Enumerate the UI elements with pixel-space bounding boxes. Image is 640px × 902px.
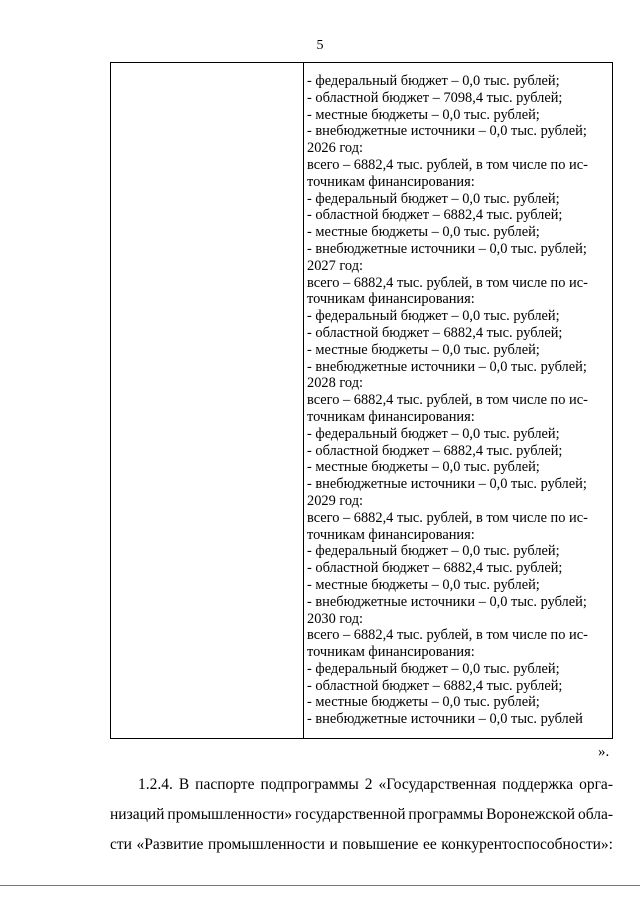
- paragraph-word: Воронежской: [486, 806, 576, 823]
- table-line: - областной бюджет – 6882,4 тыс. рублей;: [307, 677, 563, 694]
- closing-quote: ».: [598, 744, 610, 760]
- paragraph-word: повышение: [342, 836, 419, 853]
- table-line: - внебюджетные источники – 0,0 тыс. рублей;: [307, 358, 587, 375]
- table-line: всего – 6882,4 тыс. рублей, в том числе по ис-: [307, 156, 588, 173]
- table-line: всего – 6882,4 тыс. рублей, в том числе по ис-: [307, 627, 588, 644]
- paragraph-word: подпрограммы: [260, 776, 359, 793]
- table-line: 2027 год:: [307, 257, 364, 274]
- paragraph-word: конкурентоспособности»:: [441, 836, 613, 853]
- paragraph-line-3: [110, 830, 613, 860]
- table-line: - областной бюджет – 6882,4 тыс. рублей;: [307, 207, 563, 224]
- table-line: - внебюджетные источники – 0,0 тыс. рублей;: [307, 476, 587, 493]
- paragraph-word: низаций: [110, 806, 165, 823]
- table-line: 2028 год:: [307, 375, 364, 392]
- table-line: - федеральный бюджет – 0,0 тыс. рублей;: [307, 425, 560, 442]
- paragraph-word: «Государственная: [378, 776, 497, 793]
- paragraph-word: обла-: [577, 806, 613, 823]
- table-line: точникам финансирования:: [307, 173, 475, 190]
- table-line: всего – 6882,4 тыс. рублей, в том числе по ис-: [307, 509, 588, 526]
- paragraph-word: промышленности»: [167, 806, 293, 823]
- paragraph-word: и: [329, 836, 338, 853]
- table-right-cell: [304, 63, 612, 738]
- table-line: - областной бюджет – 6882,4 тыс. рублей;: [307, 442, 563, 459]
- paragraph-word: программы: [408, 806, 484, 823]
- table-line: точникам финансирования:: [307, 526, 475, 543]
- paragraph-word: государственной: [295, 806, 406, 823]
- paragraph-word: промышленности: [207, 836, 325, 853]
- paragraph-word: сти: [110, 836, 132, 853]
- page-number: 5: [316, 38, 324, 53]
- table-line: 2026 год:: [307, 140, 364, 157]
- table-line: - федеральный бюджет – 0,0 тыс. рублей;: [307, 308, 560, 325]
- table-line: - местные бюджеты – 0,0 тыс. рублей;: [307, 341, 540, 358]
- paragraph-word: 1.2.4.: [138, 776, 173, 793]
- table-line: - федеральный бюджет – 0,0 тыс. рублей;: [307, 543, 560, 560]
- table-line: - областной бюджет – 7098,4 тыс. рублей;: [307, 89, 563, 106]
- table-line: - местные бюджеты – 0,0 тыс. рублей;: [307, 106, 540, 123]
- table-line: точникам финансирования:: [307, 408, 475, 425]
- table-line: - внебюджетные источники – 0,0 тыс. рублей;: [307, 593, 587, 610]
- table-line: - областной бюджет – 6882,4 тыс. рублей;: [307, 560, 563, 577]
- table-line: - внебюджетные источники – 0,0 тыс. рублей;: [307, 123, 587, 140]
- table-line: точникам финансирования:: [307, 291, 475, 308]
- table-line: - федеральный бюджет – 0,0 тыс. рублей;: [307, 190, 560, 207]
- table-line: - областной бюджет – 6882,4 тыс. рублей;: [307, 324, 563, 341]
- paragraph-word: поддержка: [502, 776, 574, 793]
- table-line: всего – 6882,4 тыс. рублей, в том числе по ис-: [307, 392, 588, 409]
- table-line: - федеральный бюджет – 0,0 тыс. рублей;: [307, 660, 560, 677]
- paragraph-word: «Развитие: [136, 836, 204, 853]
- paragraph-word: ее: [422, 836, 437, 853]
- bottom-rule: [0, 885, 640, 886]
- table-line: точникам финансирования:: [307, 644, 475, 661]
- paragraph-word: В: [178, 776, 190, 793]
- table-line: - местные бюджеты – 0,0 тыс. рублей;: [307, 576, 540, 593]
- paragraph-word: паспорте: [195, 776, 255, 793]
- table-line: всего – 6882,4 тыс. рублей, в том числе по ис-: [307, 274, 588, 291]
- funding-table: [110, 62, 613, 739]
- table-line: - федеральный бюджет – 0,0 тыс. рублей;: [307, 73, 560, 89]
- table-line: 2029 год:: [307, 492, 364, 509]
- table-line: - местные бюджеты – 0,0 тыс. рублей;: [307, 459, 540, 476]
- paragraph-line-1: [110, 770, 613, 800]
- table-line: - внебюджетные источники – 0,0 тыс. рублей;: [307, 240, 587, 257]
- paragraph-word: орга-: [579, 776, 613, 793]
- table-line: - местные бюджеты – 0,0 тыс. рублей;: [307, 694, 540, 711]
- table-left-cell: [111, 63, 304, 738]
- table-line: - местные бюджеты – 0,0 тыс. рублей;: [307, 224, 540, 241]
- table-line: - внебюджетные источники – 0,0 тыс. рублей: [307, 711, 583, 728]
- table-line: 2030 год:: [307, 610, 364, 627]
- paragraph-line-2: [110, 800, 613, 830]
- paragraph-word: 2: [364, 776, 373, 793]
